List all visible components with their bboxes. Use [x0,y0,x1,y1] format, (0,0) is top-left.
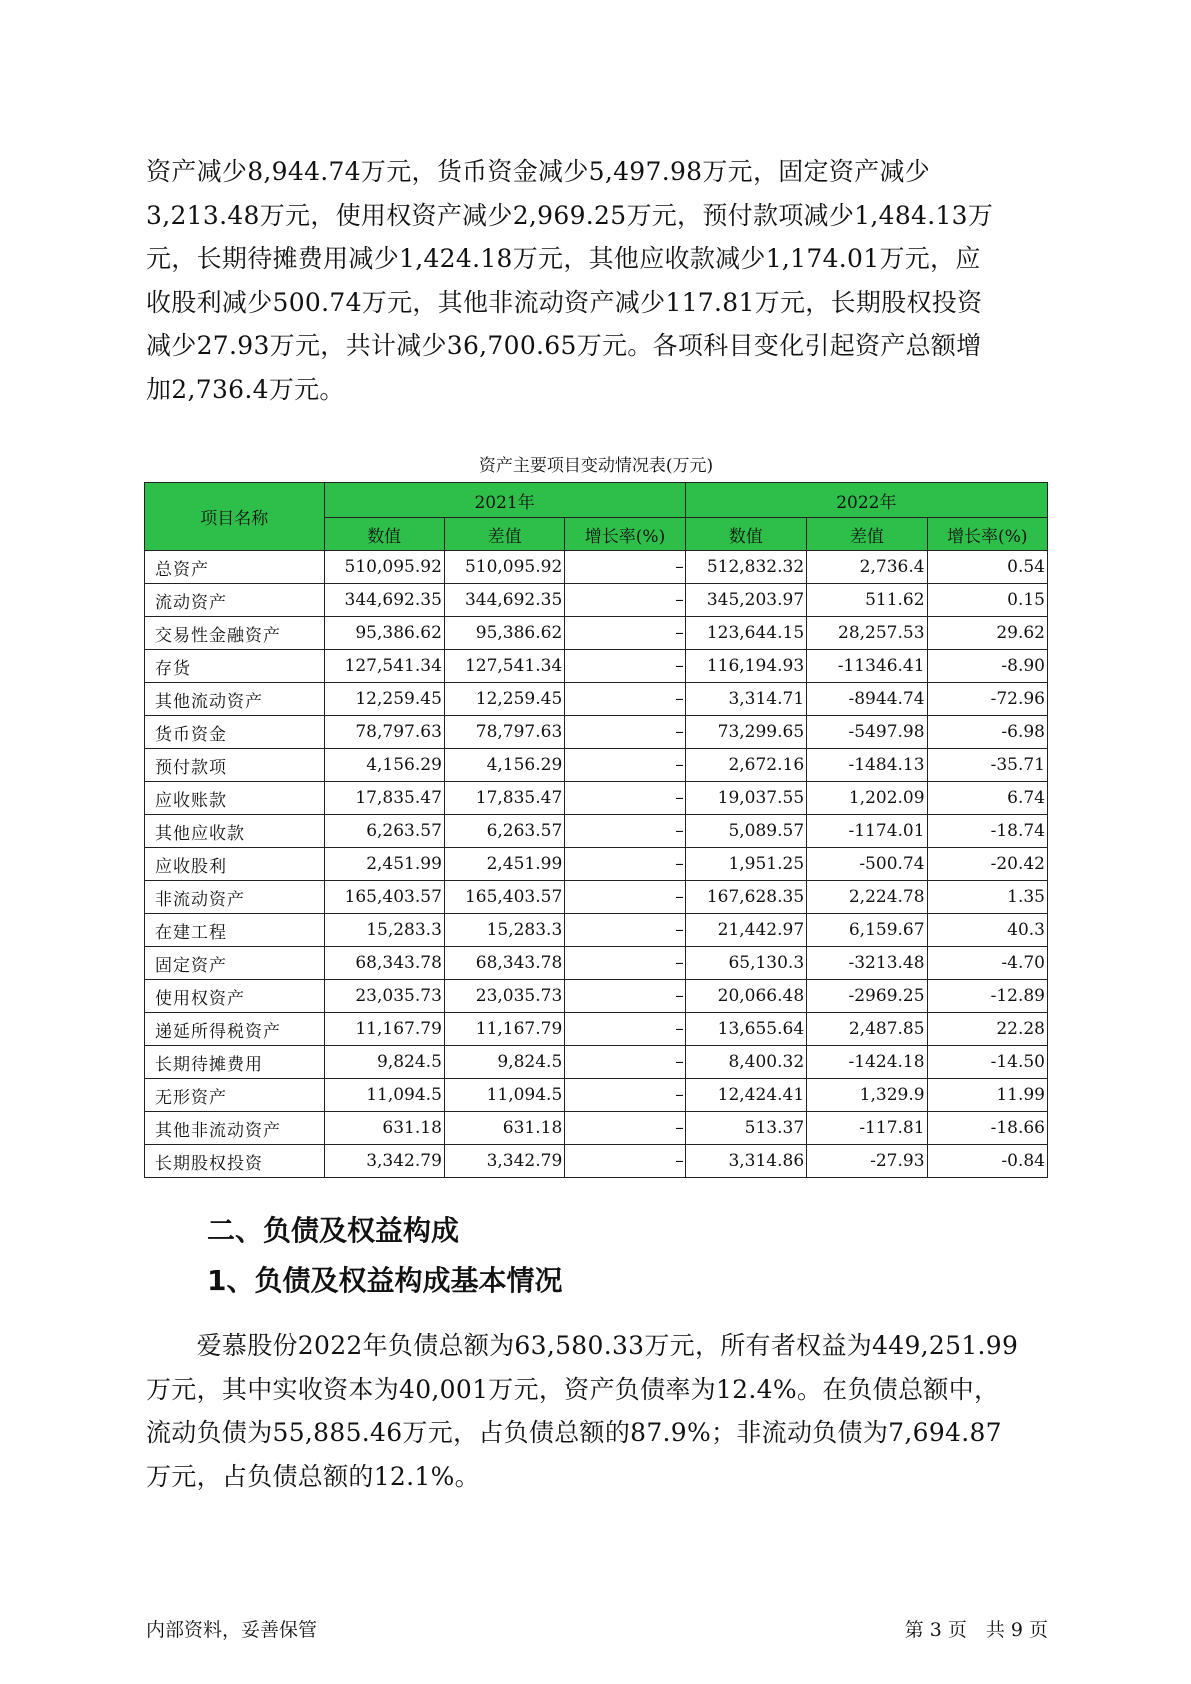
cell-diff-2021: 11,094.5 [444,1079,564,1112]
cell-value-2021: 510,095.92 [324,551,444,584]
row-item-name: 应收账款 [145,782,325,815]
cell-rate-2021: – [565,584,685,617]
row-item-name: 其他流动资产 [145,683,325,716]
row-item-name: 其他非流动资产 [145,1112,325,1145]
paragraph-line: 万元，其中实收资本为40,001万元，资产负债率为12.4%。在负债总额中， [146,1374,1000,1404]
cell-value-2021: 12,259.45 [324,683,444,716]
cell-value-2021: 344,692.35 [324,584,444,617]
cell-rate-2022: 22.28 [927,1013,1047,1046]
cell-value-2021: 127,541.34 [324,650,444,683]
cell-rate-2022: -18.66 [927,1112,1047,1145]
cell-rate-2022: -18.74 [927,815,1047,848]
cell-rate-2021: – [565,1013,685,1046]
cell-rate-2022: 6.74 [927,782,1047,815]
cell-diff-2021: 17,835.47 [444,782,564,815]
table-row [145,1145,1048,1178]
cell-value-2022: 512,832.32 [685,551,806,584]
column-header-diff-2021: 差值 [444,518,564,551]
asset-change-paragraph [146,150,1046,411]
cell-value-2022: 20,066.48 [685,980,806,1013]
column-header-diff-2022: 差值 [807,518,927,551]
table-row [145,848,1048,881]
table-row [145,551,1048,584]
cell-diff-2022: -27.93 [807,1145,927,1178]
cell-value-2021: 95,386.62 [324,617,444,650]
row-item-name: 递延所得税资产 [145,1013,325,1046]
footer-confidential-note: 内部资料，妥善保管 [146,1619,318,1641]
cell-value-2022: 65,130.3 [685,947,806,980]
cell-value-2021: 23,035.73 [324,980,444,1013]
cell-diff-2021: 11,167.79 [444,1013,564,1046]
cell-value-2021: 78,797.63 [324,716,444,749]
table-row [145,617,1048,650]
table-row [145,881,1048,914]
cell-value-2022: 2,672.16 [685,749,806,782]
cell-rate-2021: – [565,617,685,650]
cell-rate-2022: 29.62 [927,617,1047,650]
cell-rate-2021: – [565,551,685,584]
cell-rate-2022: 40.3 [927,914,1047,947]
cell-rate-2022: -8.90 [927,650,1047,683]
cell-diff-2022: 1,329.9 [807,1079,927,1112]
cell-diff-2021: 510,095.92 [444,551,564,584]
cell-value-2022: 8,400.32 [685,1046,806,1079]
cell-rate-2021: – [565,749,685,782]
row-item-name: 总资产 [145,551,325,584]
cell-value-2021: 165,403.57 [324,881,444,914]
cell-diff-2021: 6,263.57 [444,815,564,848]
cell-rate-2021: – [565,1079,685,1112]
cell-value-2022: 167,628.35 [685,881,806,914]
row-item-name: 非流动资产 [145,881,325,914]
cell-diff-2022: -3213.48 [807,947,927,980]
cell-value-2022: 13,655.64 [685,1013,806,1046]
row-item-name: 其他应收款 [145,815,325,848]
row-item-name: 预付款项 [145,749,325,782]
table-row [145,914,1048,947]
section-heading: 二、负债及权益构成 [207,1214,460,1247]
cell-diff-2021: 4,156.29 [444,749,564,782]
cell-diff-2021: 631.18 [444,1112,564,1145]
paragraph-line: 3,213.48万元，使用权资产减少2,969.25万元，预付款项减少1,484.13万 [146,200,994,230]
cell-rate-2022: -4.70 [927,947,1047,980]
cell-value-2021: 9,824.5 [324,1046,444,1079]
table-body [145,551,1048,1178]
table-row [145,1079,1048,1112]
row-item-name: 长期股权投资 [145,1145,325,1178]
cell-diff-2022: -1174.01 [807,815,927,848]
cell-rate-2021: – [565,782,685,815]
cell-value-2021: 631.18 [324,1112,444,1145]
paragraph-line: 减少27.93万元，共计减少36,700.65万元。各项科目变化引起资产总额增 [146,331,982,360]
cell-rate-2022: -72.96 [927,683,1047,716]
row-item-name: 存货 [145,650,325,683]
row-item-name: 交易性金融资产 [145,617,325,650]
table-row [145,1112,1048,1145]
table-row [145,1013,1048,1046]
subsection-heading: 1、负债及权益构成基本情况 [207,1264,563,1297]
cell-diff-2021: 165,403.57 [444,881,564,914]
cell-diff-2022: 1,202.09 [807,782,927,815]
cell-diff-2021: 344,692.35 [444,584,564,617]
paragraph-line: 元，长期待摊费用减少1,424.18万元，其他应收款减少1,174.01万元，应 [146,244,981,273]
table-row [145,980,1048,1013]
cell-value-2021: 4,156.29 [324,749,444,782]
cell-value-2022: 513.37 [685,1112,806,1145]
cell-value-2021: 2,451.99 [324,848,444,881]
cell-diff-2021: 3,342.79 [444,1145,564,1178]
table-row [145,749,1048,782]
row-item-name: 流动资产 [145,584,325,617]
cell-rate-2022: 0.15 [927,584,1047,617]
cell-value-2021: 17,835.47 [324,782,444,815]
cell-diff-2021: 78,797.63 [444,716,564,749]
column-header-rate-2021: 增长率(%) [565,518,685,551]
cell-rate-2022: 11.99 [927,1079,1047,1112]
cell-rate-2022: -0.84 [927,1145,1047,1178]
cell-rate-2021: – [565,848,685,881]
cell-value-2022: 3,314.71 [685,683,806,716]
cell-rate-2022: -20.42 [927,848,1047,881]
cell-rate-2021: – [565,716,685,749]
cell-diff-2021: 12,259.45 [444,683,564,716]
footer-page-number: 第 3 页 共 9 页 [904,1619,1048,1641]
table-row [145,683,1048,716]
cell-rate-2022: 1.35 [927,881,1047,914]
cell-value-2022: 73,299.65 [685,716,806,749]
cell-diff-2022: -1424.18 [807,1046,927,1079]
table-row [145,584,1048,617]
cell-diff-2021: 95,386.62 [444,617,564,650]
column-header-year-2021: 2021年 [324,483,685,518]
cell-diff-2022: 2,487.85 [807,1013,927,1046]
table-row [145,1046,1048,1079]
cell-rate-2021: – [565,650,685,683]
cell-rate-2022: -12.89 [927,980,1047,1013]
cell-diff-2022: -1484.13 [807,749,927,782]
cell-value-2022: 12,424.41 [685,1079,806,1112]
table-row [145,947,1048,980]
cell-value-2021: 68,343.78 [324,947,444,980]
row-item-name: 使用权资产 [145,980,325,1013]
liability-equity-paragraph [146,1324,1046,1498]
paragraph-line: 流动负债为55,885.46万元，占负债总额的87.9%；非流动负债为7,694.87 [146,1418,1002,1447]
asset-changes-table [144,482,1048,1178]
cell-value-2022: 19,037.55 [685,782,806,815]
cell-value-2021: 15,283.3 [324,914,444,947]
cell-diff-2022: -11346.41 [807,650,927,683]
table-row [145,716,1048,749]
paragraph-line: 收股利减少500.74万元，其他非流动资产减少117.81万元，长期股权投资 [146,287,983,317]
cell-rate-2021: – [565,914,685,947]
row-item-name: 应收股利 [145,848,325,881]
cell-value-2021: 11,094.5 [324,1079,444,1112]
cell-value-2022: 21,442.97 [685,914,806,947]
cell-diff-2021: 68,343.78 [444,947,564,980]
cell-rate-2021: – [565,980,685,1013]
cell-value-2022: 123,644.15 [685,617,806,650]
cell-diff-2022: 2,224.78 [807,881,927,914]
cell-rate-2021: – [565,815,685,848]
cell-rate-2021: – [565,1145,685,1178]
column-header-value-2022: 数值 [685,518,806,551]
row-item-name: 长期待摊费用 [145,1046,325,1079]
cell-diff-2021: 127,541.34 [444,650,564,683]
cell-rate-2021: – [565,881,685,914]
cell-rate-2021: – [565,1112,685,1145]
cell-diff-2021: 2,451.99 [444,848,564,881]
cell-diff-2022: 28,257.53 [807,617,927,650]
cell-value-2022: 5,089.57 [685,815,806,848]
row-item-name: 货币资金 [145,716,325,749]
cell-diff-2022: 511.62 [807,584,927,617]
column-header-item-name: 项目名称 [145,483,325,551]
cell-value-2022: 345,203.97 [685,584,806,617]
cell-value-2021: 3,342.79 [324,1145,444,1178]
column-header-rate-2022: 增长率(%) [927,518,1047,551]
cell-diff-2021: 15,283.3 [444,914,564,947]
table-row [145,650,1048,683]
paragraph-line: 万元，占负债总额的12.1%。 [146,1461,480,1491]
cell-rate-2021: – [565,1046,685,1079]
cell-diff-2022: -2969.25 [807,980,927,1013]
cell-rate-2022: 0.54 [927,551,1047,584]
paragraph-line: 爱慕股份2022年负债总额为63,580.33万元，所有者权益为449,251.99 [146,1331,1019,1360]
cell-diff-2022: 6,159.67 [807,914,927,947]
row-item-name: 固定资产 [145,947,325,980]
row-item-name: 在建工程 [145,914,325,947]
cell-diff-2021: 23,035.73 [444,980,564,1013]
cell-value-2021: 6,263.57 [324,815,444,848]
cell-diff-2022: 2,736.4 [807,551,927,584]
table-caption: 资产主要项目变动情况表(万元) [478,456,714,476]
cell-rate-2022: -35.71 [927,749,1047,782]
cell-value-2022: 3,314.86 [685,1145,806,1178]
cell-rate-2022: -14.50 [927,1046,1047,1079]
table-row [145,782,1048,815]
cell-diff-2021: 9,824.5 [444,1046,564,1079]
cell-value-2022: 116,194.93 [685,650,806,683]
cell-diff-2022: -500.74 [807,848,927,881]
cell-diff-2022: -117.81 [807,1112,927,1145]
cell-value-2021: 11,167.79 [324,1013,444,1046]
cell-value-2022: 1,951.25 [685,848,806,881]
row-item-name: 无形资产 [145,1079,325,1112]
cell-rate-2022: -6.98 [927,716,1047,749]
column-header-year-2022: 2022年 [685,483,1047,518]
paragraph-line: 资产减少8,944.74万元，货币资金减少5,497.98万元，固定资产减少 [146,157,931,186]
paragraph-line: 加2,736.4万元。 [146,374,345,404]
cell-diff-2022: -5497.98 [807,716,927,749]
cell-rate-2021: – [565,683,685,716]
table-row [145,815,1048,848]
column-header-value-2021: 数值 [324,518,444,551]
cell-rate-2021: – [565,947,685,980]
cell-diff-2022: -8944.74 [807,683,927,716]
